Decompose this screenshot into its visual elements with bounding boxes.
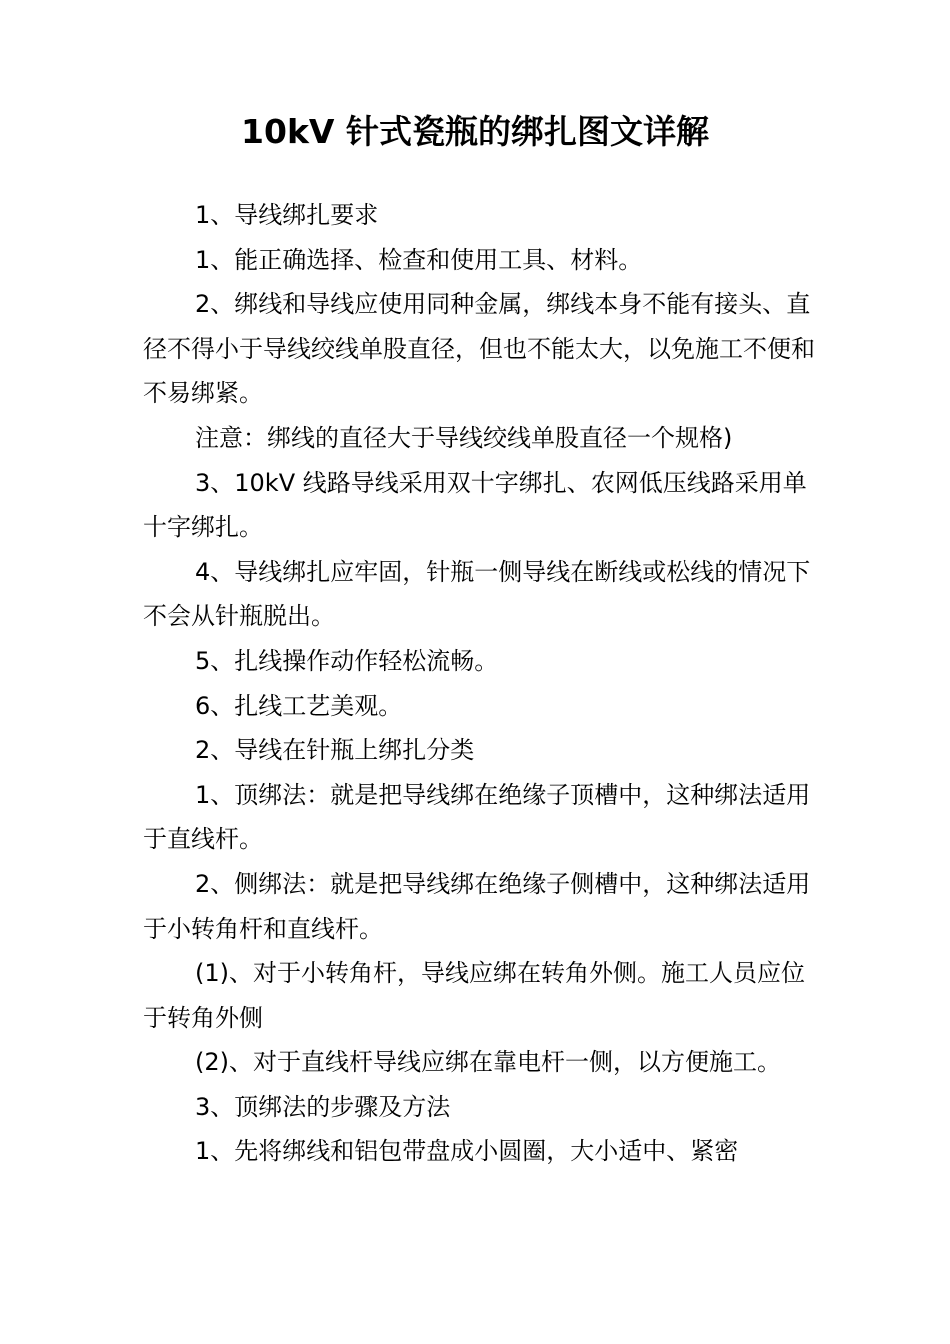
paragraph: 5、扎线操作动作轻松流畅。	[195, 646, 499, 675]
paragraph: 2、侧绑法：就是把导线绑在绝缘子侧槽中，这种绑法适用于小转角杆和直线杆。	[143, 869, 811, 943]
paragraph: (1)、对于小转角杆，导线应绑在转角外侧。施工人员应位于转角外侧	[143, 959, 805, 1032]
paragraph: 1、先将绑线和铝包带盘成小圆圈，大小适中、紧密	[195, 1137, 739, 1166]
paragraph: 2、绑线和导线应使用同种金属，绑线本身不能有接头、直径不得小于导线绞线单股直径，但也不能太大，以免施工不便和不易绑紧。	[143, 290, 815, 408]
document-title: 10kV 针式瓷瓶的绑扎图文详解	[241, 112, 709, 151]
paragraph: 6、扎线工艺美观。	[195, 691, 403, 720]
paragraph: 3、顶绑法的步骤及方法	[195, 1092, 451, 1121]
paragraph: 1、能正确选择、检查和使用工具、材料。	[195, 245, 643, 274]
paragraph: 注意：绑线的直径大于导线绞线单股直径一个规格)	[195, 423, 733, 452]
paragraph: 3、10kV 线路导线采用双十字绑扎、农网低压线路采用单十字绑扎。	[143, 468, 807, 542]
paragraph: 1、顶绑法：就是把导线绑在绝缘子顶槽中，这种绑法适用于直线杆。	[143, 780, 811, 854]
paragraph: 4、导线绑扎应牢固，针瓶一侧导线在断线或松线的情况下不会从针瓶脱出。	[143, 557, 811, 631]
paragraph: (2)、对于直线杆导线应绑在靠电杆一侧，以方便施工。	[195, 1048, 781, 1077]
paragraph: 1、导线绑扎要求	[195, 201, 379, 229]
paragraph: 2、导线在针瓶上绑扎分类	[195, 736, 475, 765]
document-body	[143, 193, 818, 1174]
